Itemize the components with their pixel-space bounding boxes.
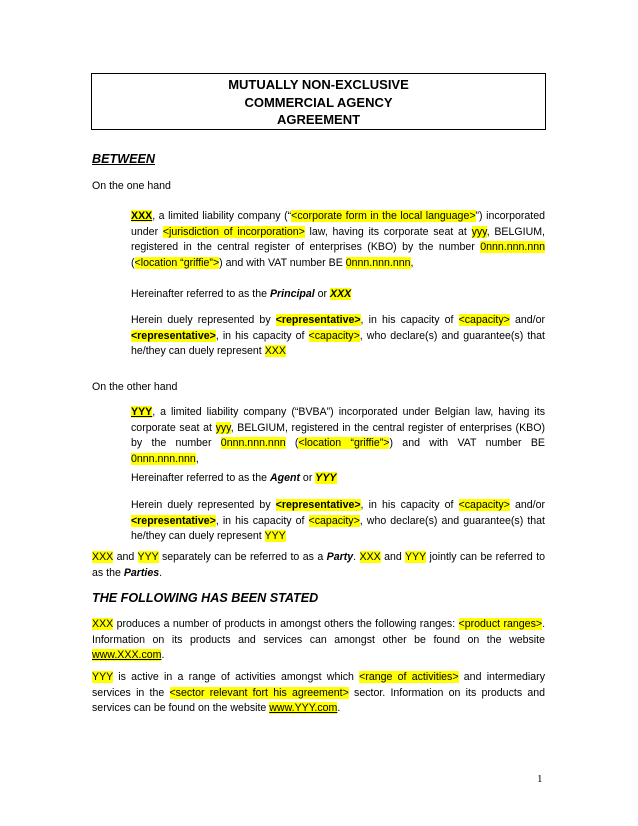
principal-cap2: <capacity> [308, 329, 360, 342]
parties-paragraph: XXX and YYY separately can be referred to as a Party. XXX and YYY jointly can be referred to as the Parties. [92, 551, 546, 579]
agent-rep2: <representative> [131, 514, 216, 527]
agent-number: 0nnn.nnn.nnn [220, 437, 286, 450]
agent-paragraph: YYY, a limited liability company (“BVBA”) incorporated under Belgian law, having its corporate seat at yyy, BELGIUM, registered in the central register of enterprises (KBO) by the number 0nnn.nnn.nnn (<location “griffie”>) and with VAT number BE 0nnn.nnn.nnn, [131, 406, 545, 465]
agent-role: Agent [269, 472, 300, 484]
principal-cap1: <capacity> [458, 314, 510, 326]
principal-rep1: <representative> [275, 314, 361, 326]
principal-rep-name: XXX [264, 345, 286, 358]
principal-number: 0nnn.nnn.nnn [480, 241, 545, 254]
stated-heading: THE FOLLOWING HAS BEEN STATED [92, 591, 319, 605]
corporate-form-placeholder: <corporate form in the local language> [291, 210, 476, 222]
title-line-3: AGREEMENT [276, 112, 361, 127]
activities-placeholder: <range of activities> [359, 671, 459, 683]
principal-role: Principal [269, 288, 315, 300]
agent-ref-name: YYY [315, 472, 337, 484]
xxx-website-link[interactable]: www.XXX.com [92, 649, 162, 662]
between-heading: BETWEEN [92, 152, 155, 166]
agent-location: <location “griffie”> [298, 437, 390, 450]
agent-reference: Hereinafter referred to as the Agent or YYY [131, 472, 337, 484]
principal-vat: 0nnn.nnn.nnn [345, 256, 411, 269]
jurisdiction-placeholder: <jurisdiction of incorporation> [162, 225, 305, 238]
agent-name: YYY [131, 406, 153, 418]
principal-reference: Hereinafter referred to as the Principal or XXX [131, 288, 352, 300]
xxx-statement: XXX produces a number of products in amongst others the following ranges: <product ranges>. Information on its products and services can amongst other be found on the website www.XXX.com. [92, 618, 546, 662]
agent-representation: Herein duely represented by <representative>, in his capacity of <capacity> and/or <representative>, in his capacity of <capacity>, who declare(s) and guarantee(s) that he/they can duely represent YYY [131, 499, 545, 543]
other-hand-label: On the other hand [92, 381, 178, 393]
principal-ref-name: XXX [330, 288, 352, 300]
principal-representation: Herein duely represented by <representative>, in his capacity of <capacity> and/or <representative>, in his capacity of <capacity>, who declare(s) and guarantee(s) that he/they can duely represent XXX [131, 314, 545, 358]
title-box [91, 73, 546, 130]
principal-name: XXX [131, 210, 153, 222]
page-number: 1 [537, 773, 543, 785]
principal-paragraph: XXX, a limited liability company (“<corporate form in the local language>”) incorporated under <jurisdiction of incorporation> law, having its corporate seat at yyy, BELGIUM, registered in the central register of enterprises (KBO) by the number 0nnn.nnn.nnn (<location “griffie”>) and with VAT number BE 0nnn.nnn.nnn, [131, 210, 546, 269]
principal-seat: yyy [471, 225, 487, 238]
yyy-website-link[interactable]: www.YYY.com [269, 702, 338, 715]
title-line-2: COMMERCIAL AGENCY [244, 94, 393, 110]
agent-vat: 0nnn.nnn.nnn [131, 452, 196, 465]
party-term: Party [326, 551, 354, 563]
parties-term: Parties [123, 566, 160, 579]
product-ranges-placeholder: <product ranges> [458, 618, 543, 630]
principal-location: <location “griffie”> [134, 256, 220, 269]
agent-seat: yyy [215, 421, 231, 434]
sector-placeholder: <sector relevant fort his agreement> [169, 686, 349, 699]
agent-rep1: <representative> [275, 499, 361, 511]
title-line-1: MUTUALLY NON-EXCLUSIVE [228, 77, 409, 92]
agent-cap1: <capacity> [458, 499, 510, 511]
agent-rep-name: YYY [264, 530, 286, 543]
yyy-statement: YYY is active in a range of activities amongst which <range of activities> and intermediary services in the <sector relevant fort his agreement> sector. Information on its products and services can be found on the website www.YYY.com. [92, 671, 546, 715]
one-hand-label: On the one hand [92, 180, 171, 192]
principal-rep2: <representative> [131, 329, 216, 342]
agent-cap2: <capacity> [308, 514, 360, 527]
